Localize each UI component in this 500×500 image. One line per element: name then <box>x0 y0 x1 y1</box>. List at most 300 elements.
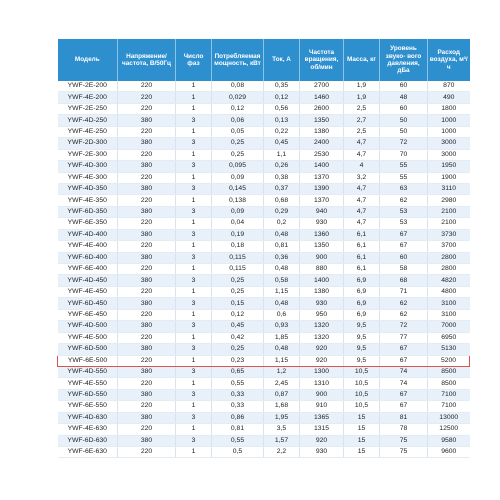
fan-spec-table-container <box>57 39 469 458</box>
cell-phases: 3 <box>176 298 212 309</box>
cell-mass: 3,2 <box>344 172 380 183</box>
cell-rpm: 1350 <box>300 115 344 126</box>
table-row <box>58 412 470 423</box>
cell-power: 0,19 <box>212 229 264 240</box>
header-row <box>58 39 470 81</box>
cell-phases: 3 <box>176 252 212 263</box>
cell-mass: 2,5 <box>344 103 380 114</box>
cell-power: 0,81 <box>212 424 264 435</box>
cell-airflow: 5200 <box>428 355 470 366</box>
cell-airflow: 1900 <box>428 172 470 183</box>
header-phases: Число фаз <box>176 39 212 81</box>
table-row <box>58 309 470 320</box>
cell-model: YWF-4E-450 <box>58 286 118 297</box>
cell-rpm: 2530 <box>300 149 344 160</box>
cell-power: 0,25 <box>212 275 264 286</box>
header-rpm: Частота вращения, об/мин <box>300 39 344 81</box>
table-body <box>58 81 470 458</box>
cell-rpm: 1300 <box>300 366 344 377</box>
cell-noise: 60 <box>380 252 428 263</box>
cell-current: 0,68 <box>264 195 300 206</box>
cell-airflow: 2100 <box>428 206 470 217</box>
cell-model: YWF-4D-400 <box>58 229 118 240</box>
cell-phases: 1 <box>176 447 212 458</box>
cell-voltage: 380 <box>118 115 176 126</box>
table-row <box>58 298 470 309</box>
cell-model: YWF-2E-250 <box>58 103 118 114</box>
cell-model: YWF-6D-450 <box>58 298 118 309</box>
cell-phases: 3 <box>176 206 212 217</box>
cell-airflow: 5130 <box>428 344 470 355</box>
cell-model: YWF-4E-350 <box>58 195 118 206</box>
cell-airflow: 4800 <box>428 286 470 297</box>
cell-current: 0,26 <box>264 161 300 172</box>
cell-power: 0,45 <box>212 321 264 332</box>
cell-rpm: 950 <box>300 309 344 320</box>
cell-power: 0,09 <box>212 172 264 183</box>
cell-voltage: 220 <box>118 103 176 114</box>
cell-noise: 62 <box>380 298 428 309</box>
cell-voltage: 380 <box>118 435 176 446</box>
table-row <box>58 172 470 183</box>
cell-airflow: 870 <box>428 81 470 92</box>
cell-voltage: 220 <box>118 241 176 252</box>
cell-mass: 4,7 <box>344 206 380 217</box>
cell-current: 0,29 <box>264 206 300 217</box>
cell-phases: 3 <box>176 412 212 423</box>
cell-current: 0,81 <box>264 241 300 252</box>
cell-rpm: 2600 <box>300 103 344 114</box>
cell-voltage: 380 <box>118 183 176 194</box>
cell-power: 0,12 <box>212 309 264 320</box>
cell-voltage: 220 <box>118 126 176 137</box>
cell-current: 1,68 <box>264 401 300 412</box>
cell-mass: 6,9 <box>344 275 380 286</box>
cell-mass: 1,9 <box>344 81 380 92</box>
cell-voltage: 220 <box>118 264 176 275</box>
cell-noise: 55 <box>380 161 428 172</box>
cell-voltage: 380 <box>118 252 176 263</box>
cell-power: 0,55 <box>212 435 264 446</box>
cell-mass: 2,5 <box>344 126 380 137</box>
cell-model: YWF-4D-630 <box>58 412 118 423</box>
cell-model: YWF-6E-400 <box>58 264 118 275</box>
table-row <box>58 241 470 252</box>
cell-power: 0,42 <box>212 332 264 343</box>
cell-current: 0,35 <box>264 81 300 92</box>
header-noise: Уровень звуко- вого давления, дБа <box>380 39 428 81</box>
header-voltage: Напряжение/ частота, В/50Гц <box>118 39 176 81</box>
table-row <box>58 126 470 137</box>
cell-airflow: 3110 <box>428 183 470 194</box>
cell-current: 1,15 <box>264 355 300 366</box>
cell-airflow: 3000 <box>428 149 470 160</box>
cell-mass: 15 <box>344 447 380 458</box>
cell-airflow: 8500 <box>428 366 470 377</box>
cell-rpm: 1370 <box>300 172 344 183</box>
header-airflow: Расход воздуха, м³/ч <box>428 39 470 81</box>
cell-noise: 53 <box>380 206 428 217</box>
table-row <box>58 286 470 297</box>
table-row <box>58 344 470 355</box>
cell-current: 0,38 <box>264 172 300 183</box>
cell-noise: 53 <box>380 218 428 229</box>
cell-rpm: 930 <box>300 298 344 309</box>
cell-power: 0,115 <box>212 252 264 263</box>
cell-mass: 6,9 <box>344 309 380 320</box>
cell-mass: 9,5 <box>344 332 380 343</box>
table-row <box>58 115 470 126</box>
cell-model: YWF-6D-500 <box>58 344 118 355</box>
cell-voltage: 380 <box>118 275 176 286</box>
cell-voltage: 380 <box>118 298 176 309</box>
fan-spec-table <box>57 39 470 458</box>
cell-phases: 3 <box>176 366 212 377</box>
cell-power: 0,25 <box>212 138 264 149</box>
table-row <box>58 149 470 160</box>
cell-noise: 74 <box>380 366 428 377</box>
cell-power: 0,23 <box>212 355 264 366</box>
cell-phases: 1 <box>176 149 212 160</box>
table-row <box>58 401 470 412</box>
cell-noise: 60 <box>380 81 428 92</box>
cell-rpm: 1320 <box>300 321 344 332</box>
cell-mass: 10,5 <box>344 401 380 412</box>
cell-phases: 1 <box>176 92 212 103</box>
cell-current: 0,48 <box>264 264 300 275</box>
cell-mass: 15 <box>344 412 380 423</box>
cell-mass: 4,7 <box>344 195 380 206</box>
cell-phases: 1 <box>176 81 212 92</box>
cell-mass: 10,5 <box>344 389 380 400</box>
cell-current: 0,6 <box>264 309 300 320</box>
cell-current: 0,48 <box>264 229 300 240</box>
cell-model: YWF-6E-550 <box>58 401 118 412</box>
cell-phases: 1 <box>176 172 212 183</box>
cell-model: YWF-2D-300 <box>58 138 118 149</box>
cell-noise: 60 <box>380 103 428 114</box>
cell-model: YWF-4E-300 <box>58 172 118 183</box>
cell-voltage: 380 <box>118 138 176 149</box>
cell-voltage: 220 <box>118 355 176 366</box>
cell-noise: 67 <box>380 355 428 366</box>
cell-power: 0,029 <box>212 92 264 103</box>
cell-phases: 3 <box>176 115 212 126</box>
cell-power: 0,33 <box>212 401 264 412</box>
cell-airflow: 2800 <box>428 264 470 275</box>
cell-current: 1,1 <box>264 149 300 160</box>
table-row <box>58 435 470 446</box>
cell-model: YWF-4D-350 <box>58 183 118 194</box>
cell-voltage: 380 <box>118 344 176 355</box>
table-row <box>58 229 470 240</box>
cell-voltage: 220 <box>118 195 176 206</box>
cell-airflow: 13000 <box>428 412 470 423</box>
cell-model: YWF-4E-630 <box>58 424 118 435</box>
cell-airflow: 12500 <box>428 424 470 435</box>
cell-power: 0,06 <box>212 115 264 126</box>
cell-model: YWF-4D-550 <box>58 366 118 377</box>
cell-rpm: 1370 <box>300 195 344 206</box>
cell-rpm: 2700 <box>300 81 344 92</box>
cell-airflow: 1950 <box>428 161 470 172</box>
cell-phases: 1 <box>176 355 212 366</box>
cell-voltage: 380 <box>118 366 176 377</box>
cell-power: 0,12 <box>212 103 264 114</box>
cell-current: 2,2 <box>264 447 300 458</box>
cell-rpm: 1360 <box>300 229 344 240</box>
cell-voltage: 220 <box>118 172 176 183</box>
cell-rpm: 1365 <box>300 412 344 423</box>
cell-current: 0,58 <box>264 275 300 286</box>
cell-current: 2,45 <box>264 378 300 389</box>
cell-phases: 3 <box>176 229 212 240</box>
cell-airflow: 2980 <box>428 195 470 206</box>
cell-rpm: 1400 <box>300 275 344 286</box>
table-row <box>58 424 470 435</box>
cell-phases: 1 <box>176 126 212 137</box>
cell-power: 0,095 <box>212 161 264 172</box>
cell-rpm: 1390 <box>300 183 344 194</box>
table-header <box>58 39 470 81</box>
cell-power: 0,5 <box>212 447 264 458</box>
cell-phases: 1 <box>176 103 212 114</box>
cell-model: YWF-6D-550 <box>58 389 118 400</box>
cell-noise: 67 <box>380 344 428 355</box>
cell-power: 0,55 <box>212 378 264 389</box>
cell-model: YWF-4E-200 <box>58 92 118 103</box>
cell-mass: 6,1 <box>344 264 380 275</box>
cell-noise: 58 <box>380 264 428 275</box>
cell-noise: 77 <box>380 332 428 343</box>
cell-power: 0,138 <box>212 195 264 206</box>
cell-phases: 3 <box>176 435 212 446</box>
cell-current: 1,95 <box>264 412 300 423</box>
cell-power: 0,25 <box>212 149 264 160</box>
cell-airflow: 2100 <box>428 218 470 229</box>
table-row <box>58 378 470 389</box>
cell-current: 0,37 <box>264 183 300 194</box>
cell-phases: 3 <box>176 344 212 355</box>
cell-phases: 1 <box>176 241 212 252</box>
cell-current: 1,85 <box>264 332 300 343</box>
cell-noise: 75 <box>380 447 428 458</box>
cell-rpm: 1315 <box>300 424 344 435</box>
cell-noise: 67 <box>380 401 428 412</box>
cell-model: YWF-6E-500 <box>58 355 118 366</box>
cell-model: YWF-2E-300 <box>58 149 118 160</box>
cell-power: 0,08 <box>212 81 264 92</box>
cell-rpm: 920 <box>300 355 344 366</box>
cell-mass: 6,9 <box>344 298 380 309</box>
table-row <box>58 275 470 286</box>
cell-noise: 81 <box>380 412 428 423</box>
cell-airflow: 7000 <box>428 321 470 332</box>
cell-mass: 10,5 <box>344 378 380 389</box>
cell-airflow: 9600 <box>428 447 470 458</box>
cell-voltage: 220 <box>118 447 176 458</box>
cell-rpm: 930 <box>300 218 344 229</box>
cell-current: 0,12 <box>264 92 300 103</box>
table-row <box>58 264 470 275</box>
cell-rpm: 920 <box>300 435 344 446</box>
cell-power: 0,15 <box>212 298 264 309</box>
cell-power: 0,33 <box>212 389 264 400</box>
cell-model: YWF-4E-550 <box>58 378 118 389</box>
table-row <box>58 138 470 149</box>
cell-rpm: 900 <box>300 389 344 400</box>
cell-rpm: 920 <box>300 344 344 355</box>
header-mass: Масса, кг <box>344 39 380 81</box>
cell-noise: 48 <box>380 92 428 103</box>
cell-current: 0,48 <box>264 298 300 309</box>
table-row-highlighted <box>58 355 470 366</box>
cell-voltage: 220 <box>118 218 176 229</box>
cell-model: YWF-2E-200 <box>58 81 118 92</box>
cell-noise: 62 <box>380 195 428 206</box>
cell-power: 0,115 <box>212 264 264 275</box>
cell-rpm: 1460 <box>300 92 344 103</box>
cell-airflow: 2800 <box>428 252 470 263</box>
cell-voltage: 220 <box>118 424 176 435</box>
cell-model: YWF-4E-500 <box>58 332 118 343</box>
cell-phases: 1 <box>176 332 212 343</box>
cell-current: 0,36 <box>264 252 300 263</box>
cell-rpm: 2400 <box>300 138 344 149</box>
table-row <box>58 366 470 377</box>
cell-current: 0,93 <box>264 321 300 332</box>
cell-voltage: 380 <box>118 161 176 172</box>
table-row <box>58 103 470 114</box>
cell-model: YWF-4D-500 <box>58 321 118 332</box>
cell-power: 0,145 <box>212 183 264 194</box>
cell-mass: 15 <box>344 435 380 446</box>
cell-phases: 3 <box>176 389 212 400</box>
cell-power: 0,25 <box>212 344 264 355</box>
cell-power: 0,65 <box>212 366 264 377</box>
cell-mass: 4 <box>344 161 380 172</box>
table-row <box>58 206 470 217</box>
cell-airflow: 1000 <box>428 115 470 126</box>
cell-phases: 1 <box>176 286 212 297</box>
cell-voltage: 380 <box>118 412 176 423</box>
cell-airflow: 1800 <box>428 103 470 114</box>
cell-phases: 1 <box>176 218 212 229</box>
cell-phases: 1 <box>176 424 212 435</box>
cell-airflow: 7100 <box>428 389 470 400</box>
cell-model: YWF-6E-630 <box>58 447 118 458</box>
cell-power: 0,25 <box>212 286 264 297</box>
cell-model: YWF-6D-630 <box>58 435 118 446</box>
cell-power: 0,05 <box>212 126 264 137</box>
cell-model: YWF-4D-450 <box>58 275 118 286</box>
cell-current: 0,87 <box>264 389 300 400</box>
cell-phases: 1 <box>176 378 212 389</box>
cell-model: YWF-6E-450 <box>58 309 118 320</box>
header-power: Потребляемая мощность, кВт <box>212 39 264 81</box>
cell-mass: 2,7 <box>344 115 380 126</box>
table-row <box>58 389 470 400</box>
cell-model: YWF-6D-350 <box>58 206 118 217</box>
cell-mass: 4,7 <box>344 149 380 160</box>
cell-model: YWF-4D-250 <box>58 115 118 126</box>
cell-current: 0,2 <box>264 218 300 229</box>
cell-mass: 4,7 <box>344 218 380 229</box>
cell-rpm: 1350 <box>300 241 344 252</box>
header-current: Ток, А <box>264 39 300 81</box>
cell-model: YWF-4E-400 <box>58 241 118 252</box>
cell-rpm: 1380 <box>300 126 344 137</box>
cell-current: 0,48 <box>264 344 300 355</box>
cell-mass: 9,5 <box>344 355 380 366</box>
cell-noise: 70 <box>380 149 428 160</box>
cell-voltage: 220 <box>118 92 176 103</box>
cell-current: 1,57 <box>264 435 300 446</box>
cell-mass: 9,5 <box>344 321 380 332</box>
cell-noise: 67 <box>380 229 428 240</box>
table-row <box>58 218 470 229</box>
cell-airflow: 3100 <box>428 298 470 309</box>
cell-noise: 67 <box>380 389 428 400</box>
cell-current: 3,5 <box>264 424 300 435</box>
cell-airflow: 3730 <box>428 229 470 240</box>
cell-rpm: 910 <box>300 401 344 412</box>
cell-noise: 75 <box>380 435 428 446</box>
table-row <box>58 81 470 92</box>
cell-airflow: 4820 <box>428 275 470 286</box>
cell-power: 0,04 <box>212 218 264 229</box>
cell-noise: 68 <box>380 275 428 286</box>
cell-voltage: 220 <box>118 309 176 320</box>
cell-airflow: 9580 <box>428 435 470 446</box>
cell-voltage: 220 <box>118 81 176 92</box>
cell-rpm: 930 <box>300 447 344 458</box>
cell-airflow: 3700 <box>428 241 470 252</box>
cell-voltage: 380 <box>118 389 176 400</box>
cell-mass: 9,5 <box>344 344 380 355</box>
cell-noise: 55 <box>380 172 428 183</box>
cell-airflow: 1000 <box>428 126 470 137</box>
cell-voltage: 220 <box>118 149 176 160</box>
cell-rpm: 880 <box>300 264 344 275</box>
cell-airflow: 3100 <box>428 309 470 320</box>
cell-mass: 1,9 <box>344 92 380 103</box>
cell-mass: 4,7 <box>344 138 380 149</box>
cell-mass: 6,1 <box>344 229 380 240</box>
cell-noise: 72 <box>380 138 428 149</box>
cell-voltage: 220 <box>118 401 176 412</box>
cell-voltage: 380 <box>118 206 176 217</box>
cell-rpm: 1400 <box>300 161 344 172</box>
cell-noise: 63 <box>380 183 428 194</box>
cell-model: YWF-6D-400 <box>58 252 118 263</box>
cell-airflow: 490 <box>428 92 470 103</box>
cell-phases: 3 <box>176 161 212 172</box>
cell-voltage: 380 <box>118 229 176 240</box>
table-row <box>58 92 470 103</box>
cell-noise: 67 <box>380 241 428 252</box>
cell-current: 0,22 <box>264 126 300 137</box>
cell-rpm: 940 <box>300 206 344 217</box>
cell-model: YWF-4E-250 <box>58 126 118 137</box>
cell-phases: 3 <box>176 321 212 332</box>
cell-mass: 6,1 <box>344 241 380 252</box>
cell-rpm: 1320 <box>300 332 344 343</box>
cell-power: 0,18 <box>212 241 264 252</box>
cell-model: YWF-4D-300 <box>58 161 118 172</box>
cell-mass: 10,5 <box>344 366 380 377</box>
cell-phases: 1 <box>176 264 212 275</box>
